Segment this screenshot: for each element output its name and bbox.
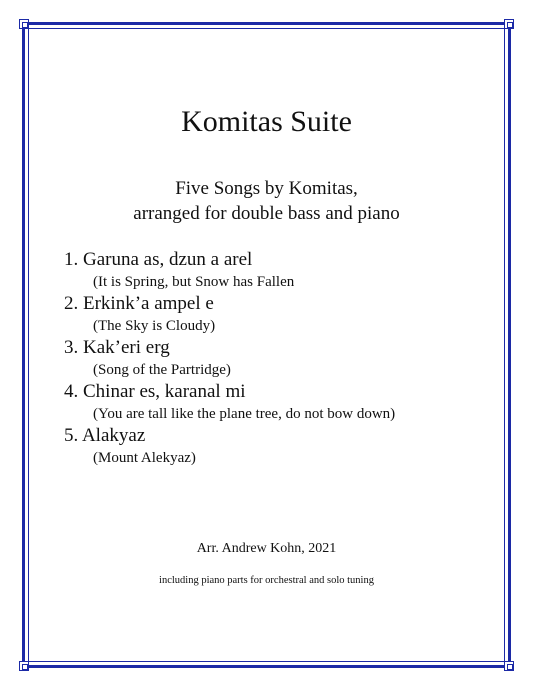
page-title: Komitas Suite [181, 105, 352, 138]
song-title: 1. Garuna as, dzun a arel [64, 249, 253, 270]
border-corner-bottom-left [19, 661, 29, 671]
song-translation: (You are tall like the plane tree, do not bow down) [93, 406, 396, 422]
subtitle-line-1: Five Songs by Komitas, [175, 178, 358, 199]
song-item-5 [64, 424, 504, 468]
song-list [64, 248, 504, 468]
song-title: 5. Alakyaz [64, 425, 146, 446]
song-item-4 [64, 380, 504, 424]
border-corner-top-left [19, 19, 29, 29]
tuning-note: including piano parts for orchestral and solo tuning [159, 575, 374, 586]
song-title: 3. Kak’eri erg [64, 337, 170, 358]
border-corner-top-right [504, 19, 514, 29]
song-item-3 [64, 336, 504, 380]
song-translation: (The Sky is Cloudy) [93, 318, 216, 334]
song-translation: (It is Spring, but Snow has Fallen [93, 274, 295, 290]
song-translation: (Mount Alekyaz) [93, 450, 196, 466]
arranger-credit: Arr. Andrew Kohn, 2021 [196, 541, 337, 556]
song-item-1 [64, 248, 504, 292]
song-item-2 [64, 292, 504, 336]
song-translation: (Song of the Partridge) [93, 362, 231, 378]
song-title: 4. Chinar es, karanal mi [64, 381, 246, 402]
song-title: 2. Erkink’a ampel e [64, 293, 214, 314]
subtitle-line-2: arranged for double bass and piano [133, 203, 400, 224]
border-corner-bottom-right [504, 661, 514, 671]
subtitle-block [0, 176, 533, 226]
